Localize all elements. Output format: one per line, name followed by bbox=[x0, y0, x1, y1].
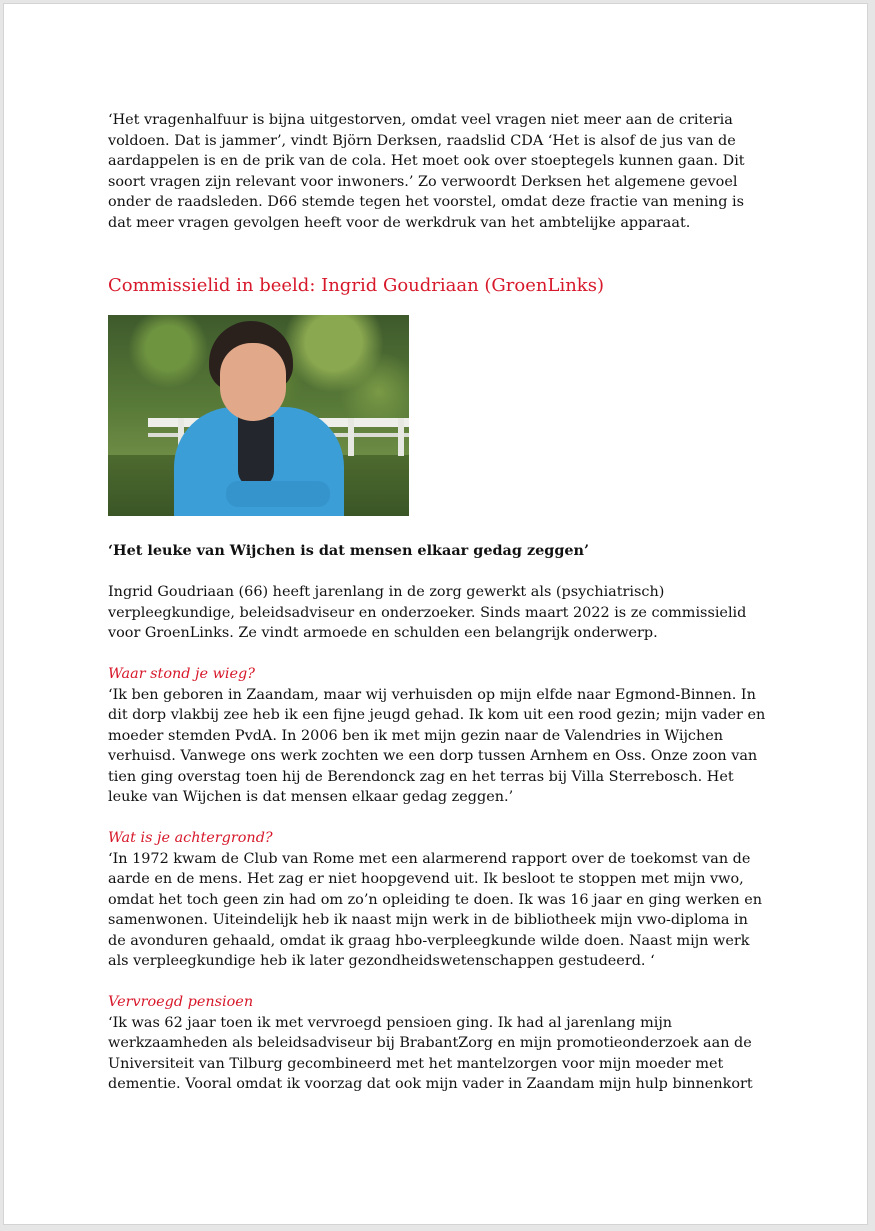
document-page bbox=[3, 3, 868, 1225]
section-heading: Commissielid in beeld: Ingrid Goudriaan (GroenLinks) bbox=[108, 275, 604, 296]
intro-paragraph: Ingrid Goudriaan (66) heeft jarenlang in de zorg gewerkt als (psychiatrisch) verpleegkundige, beleidsadviseur en onderzoeker. Sinds maart 2022 is ze commissielid voor GroenLinks. Ze vindt armoede en schulden een belangrijk onderwerp. bbox=[108, 584, 747, 641]
subheading-wieg: Waar stond je wieg? bbox=[108, 666, 255, 682]
article-body bbox=[108, 110, 768, 1095]
portrait-photo bbox=[108, 315, 409, 516]
pull-quote: ‘Het leuke van Wijchen is dat mensen elkaar gedag zeggen’ bbox=[108, 542, 590, 559]
subheading-pensioen: Vervroegd pensioen bbox=[108, 994, 254, 1010]
paragraph-wieg: ‘Ik ben geboren in Zaandam, maar wij verhuisden op mijn elfde naar Egmond-Binnen. In dit dorp vlakbij zee heb ik een fijne jeugd gehad. Ik kom uit een rood gezin; mijn vader en moeder stemden PvdA. In 2006 ben ik met mijn gezin naar de Valendries in Wijchen verhuisd. Vanwege ons werk zochten we een dorp tussen Arnhem en Oss. Onze zoon van tien ging overstag toen hij de Berendonck zag en het terras bij Villa Sterrebosch. Het leuke van Wijchen is dat mensen elkaar gedag zeggen.’ bbox=[108, 686, 766, 805]
paragraph-achtergrond: ‘In 1972 kwam de Club van Rome met een alarmerend rapport over de toekomst van de aarde en de mens. Het zag er niet hoopgevend uit. Ik besloot te stoppen met mijn vwo, omdat het toch geen zin had om zo’n opleiding te doen. Ik was 16 jaar en ging werken en samenwonen. Uiteindelijk heb ik naast mijn werk in de bibliotheek mijn vwo-diploma in de avonduren gehaald, omdat ik graag hbo-verpleegkunde wilde doen. Naast mijn werk als verpleegkundige heb ik later gezondheidswetenschappen gestudeerd. ‘ bbox=[108, 850, 762, 969]
paragraph-vragenhalfuur: ‘Het vragenhalfuur is bijna uitgestorven, omdat veel vragen niet meer aan de criteria voldoen. Dat is jammer’, vindt Björn Derksen, raadslid CDA ‘Het is alsof de jus van de aardappelen is en de prik van de cola. Het moet ook over stoeptegels kunnen gaan. Dit soort vragen zijn relevant voor inwoners.’ Zo verwoordt Derksen het algemene gevoel onder de raadsleden. D66 stemde tegen het voorstel, omdat deze fractie van mening is dat meer vragen gevolgen heeft voor de werkdruk van het ambtelijke apparaat. bbox=[108, 112, 745, 231]
subheading-achtergrond: Wat is je achtergrond? bbox=[108, 830, 273, 846]
paragraph-pensioen: ‘Ik was 62 jaar toen ik met vervroegd pensioen ging. Ik had al jarenlang mijn werkzaamheden als beleidsadviseur bij BrabantZorg en mijn promotieonderzoek aan de Universiteit van Tilburg gecombineerd met het mantelzorgen voor mijn moeder met dementie. Vooral omdat ik voorzag dat ook mijn vader in Zaandam mijn hulp binnenkort bbox=[108, 1014, 753, 1092]
